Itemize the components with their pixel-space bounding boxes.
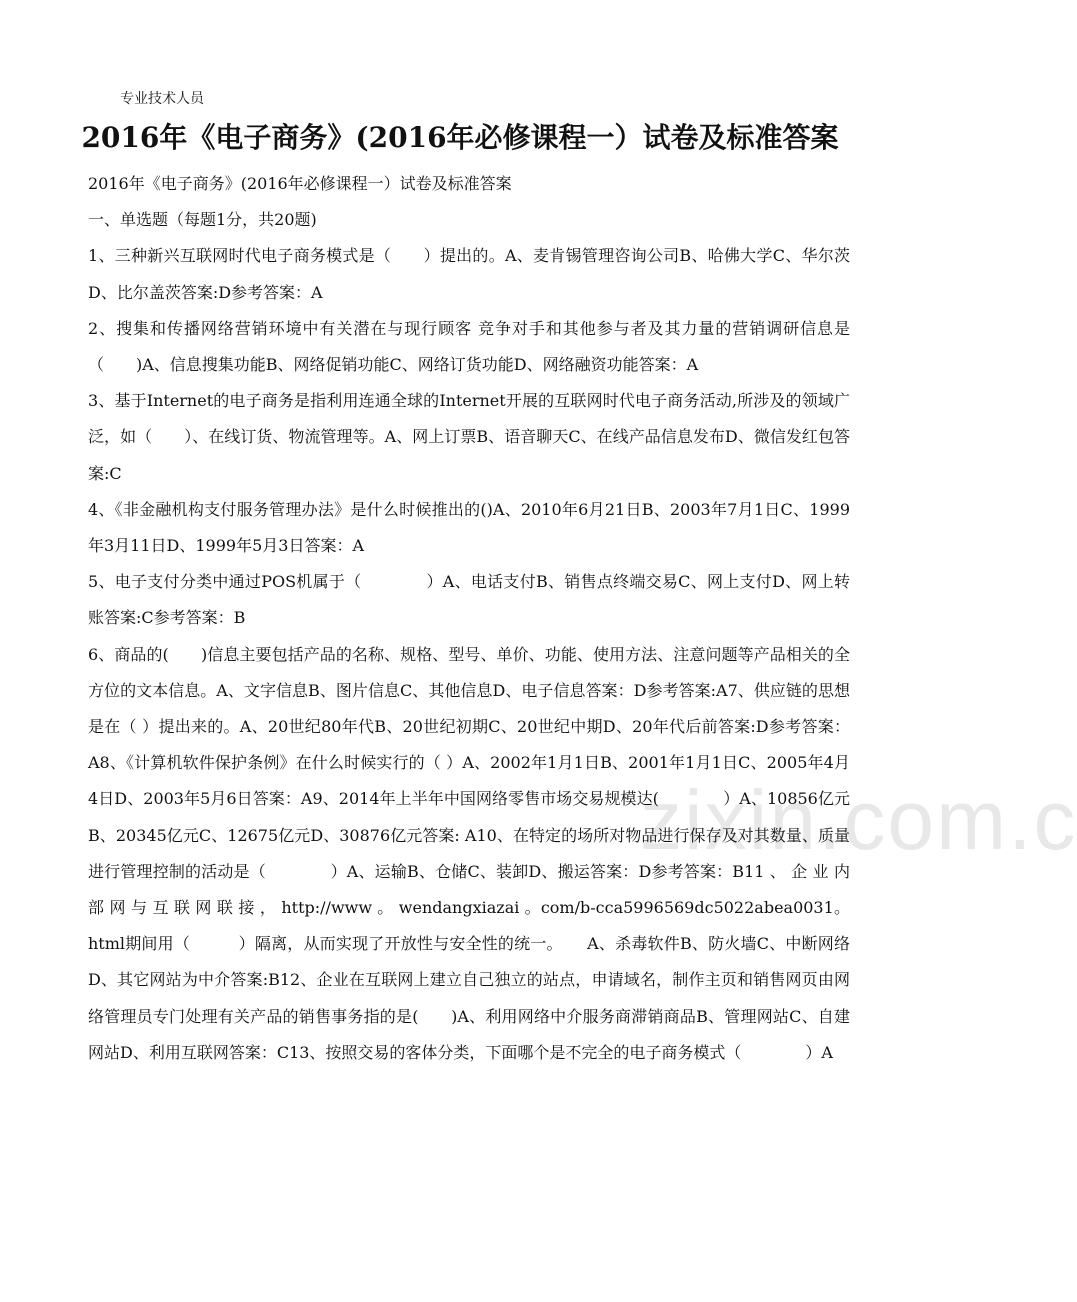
document-body bbox=[88, 166, 850, 1071]
document-title: 2016年《电子商务》(2016年必修课程一）试卷及标准答案 bbox=[81, 121, 839, 154]
question-4: 4、《非金融机构支付服务管理办法》是什么时候推出的()A、2010年6月21日B、2003年7月1日C、1999年3月11日D、1999年5月3日答案：A bbox=[88, 499, 850, 556]
question-1: 1、三种新兴互联网时代电子商务模式是（ ）提出的。A、麦肯锡管理咨询公司B、哈佛大学C、华尔茨D、比尔盖茨答案:D参考答案：A bbox=[88, 246, 850, 302]
subtitle-line: 2016年《电子商务》(2016年必修课程一）试卷及标准答案 bbox=[88, 174, 512, 193]
question-2: 2、搜集和传播网络营销环境中有关潜在与现行顾客 竞争对手和其他参与者及其力量的营销调研信息是（ )A、信息搜集功能B、网络促销功能C、网络订货功能D、网络融资功能答案：A bbox=[88, 318, 850, 375]
watermark: zixin.com.c bbox=[640, 773, 1077, 867]
question-5: 5、电子支付分类中通过POS机属于（ ）A、电话支付B、销售点终端交易C、网上支付D、网上转账答案:C参考答案：B bbox=[88, 572, 850, 628]
questions-6-to-13: 6、商品的( )信息主要包括产品的名称、规格、型号、单价、功能、使用方法、注意问题等产品相关的全方位的文本信息。A、文字信息B、图片信息C、其他信息D、电子信息答案：D参考答案:A7、供应链的思想是在（ ）提出来的。A、20世纪80年代B、20世纪初期C、20世纪中期D、20年代后前答案:D参考答案：A8、《计算机软件保护条例》在什么时候实行的（ ）A、2002年1月1日B、2001年1月1日C、2005年4月4日D、2003年5月6日答案：A9、2014年上半年中国网络零售市场交易规模达( ）A、10856亿元B、20345亿元C、12675亿元D、30876亿元答案: A10、在特定的场所对物品进行保存及对其数量、质量进行管理控制的活动是（ ）A、运输B、仓储C、装卸D、搬运答案：D参考答案：B11 、 企 业 内 部 网 与 互 联 网 联 接 ， http://www 。 wendangxiazai 。com/b-cca5996569dc5022abea0031。html期间用（ ）隔离，从而实现了开放性与安全性的统一。 A、杀毒软件B、防火墙C、中断网络D、其它网站为中介答案:B12、企业在互联网上建立自己独立的站点，申请域名，制作主页和销售网页由网络管理员专门处理有关产品的销售事务指的是( )A、利用网络中介服务商滞销商品B、管理网站C、自建网站D、利用互联网答案：C13、按照交易的客体分类，下面哪个是不完全的电子商务模式（ ）A bbox=[88, 644, 850, 1062]
question-3: 3、基于Internet的电子商务是指利用连通全球的Internet开展的互联网时代电子商务活动,所涉及的领域广泛，如（ ）、在线订货、物流管理等。A、网上订票B、语音聊天C、在线产品信息发布D、微信发红包答案:C bbox=[88, 391, 850, 483]
section-heading: 一、单选题（每题1分，共20题) bbox=[88, 210, 317, 230]
header-label: 专业技术人员 bbox=[120, 91, 204, 107]
